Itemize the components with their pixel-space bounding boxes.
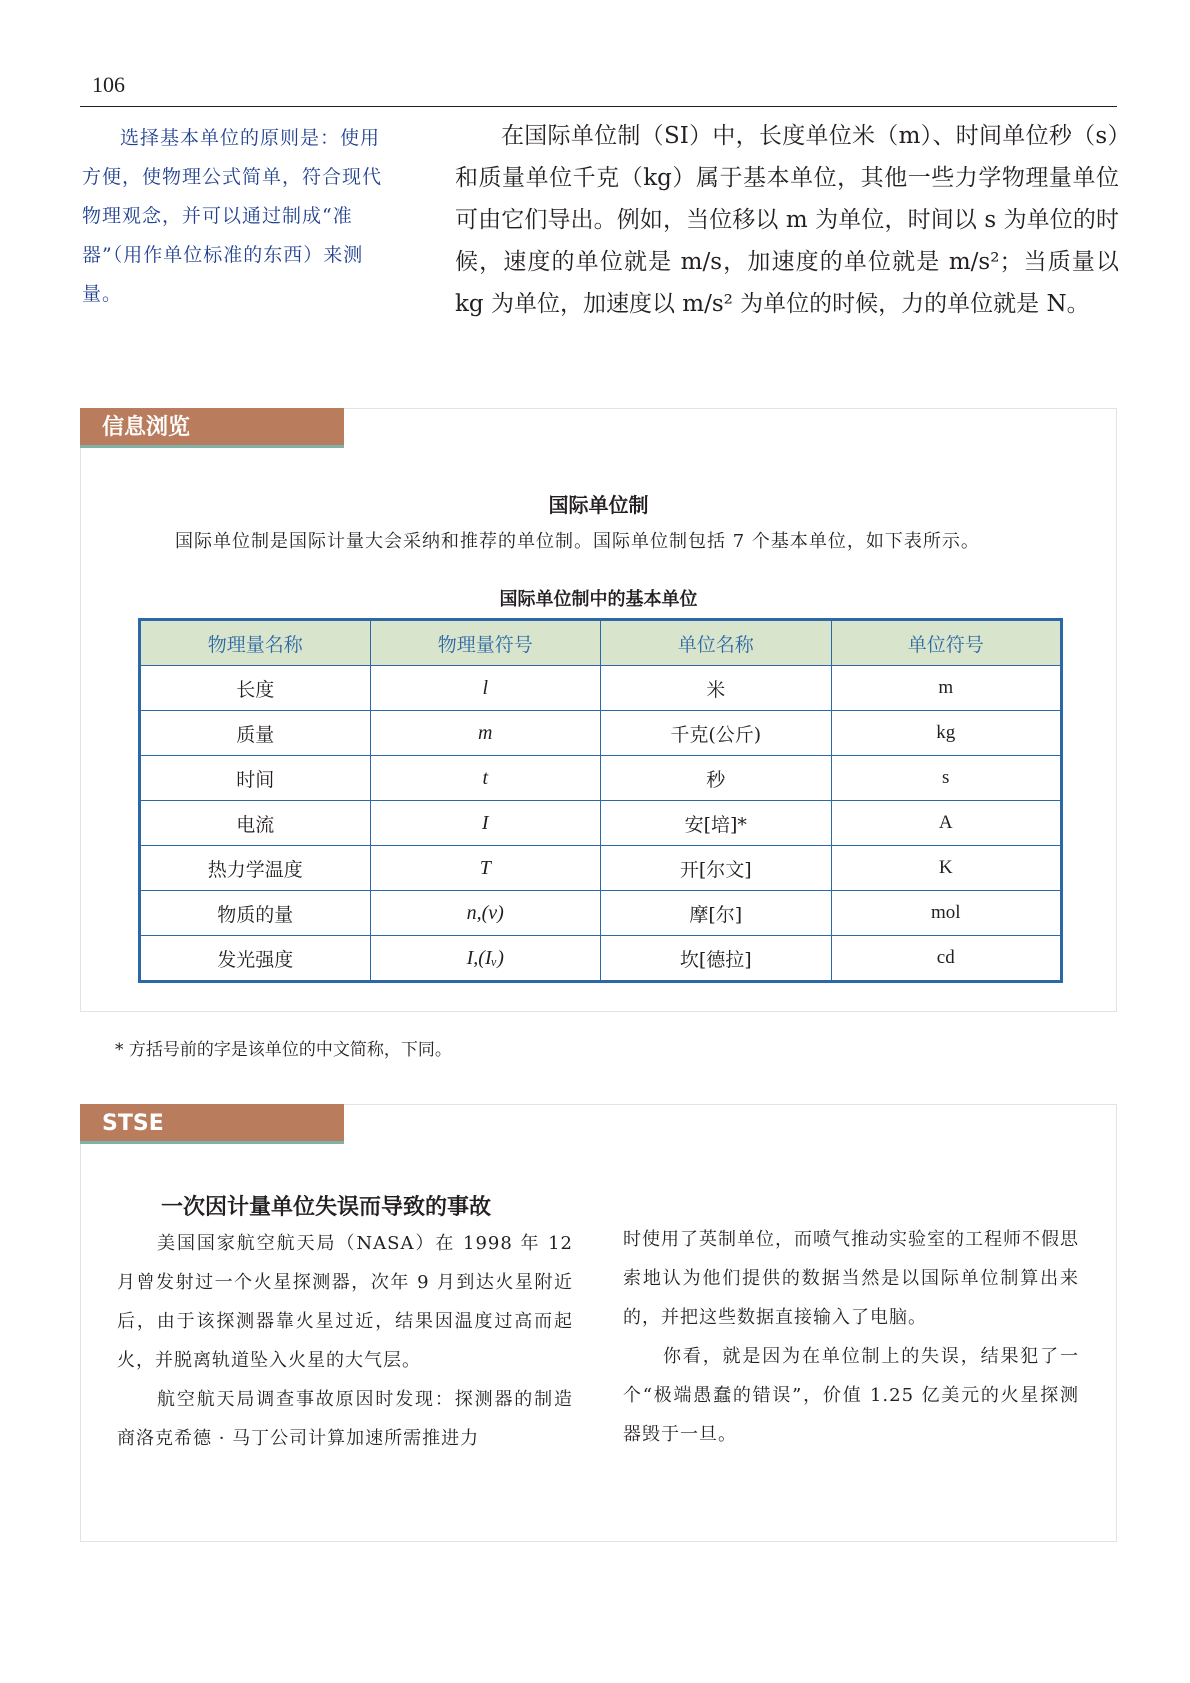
- table-row: [140, 801, 1062, 846]
- unit-symbol: m: [831, 666, 1062, 711]
- unit-symbol: kg: [831, 711, 1062, 756]
- unit-symbol: A: [831, 801, 1062, 846]
- quantity-name: 质量: [140, 711, 371, 756]
- quantity-symbol: l: [370, 666, 601, 711]
- table-row: [140, 666, 1062, 711]
- info-box: [80, 408, 1117, 1012]
- unit-symbol: mol: [831, 891, 1062, 936]
- quantity-symbol: I,(Iᵥ): [370, 936, 601, 982]
- unit-name: 米: [601, 666, 832, 711]
- header-quantity-symbol: 物理量符号: [370, 620, 601, 666]
- quantity-symbol: I: [370, 801, 601, 846]
- unit-name: 摩[尔]: [601, 891, 832, 936]
- quantity-name: 长度: [140, 666, 371, 711]
- table-row: [140, 891, 1062, 936]
- unit-name: 坎[德拉]: [601, 936, 832, 982]
- quantity-symbol: T: [370, 846, 601, 891]
- quantity-name: 物质的量: [140, 891, 371, 936]
- header-unit-symbol: 单位符号: [831, 620, 1062, 666]
- table-row: [140, 936, 1062, 982]
- info-box-intro: 国际单位制是国际计量大会采纳和推荐的单位制。国际单位制包括 7 个基本单位，如下表所示。: [175, 531, 980, 552]
- quantity-name: 热力学温度: [140, 846, 371, 891]
- unit-symbol: cd: [831, 936, 1062, 982]
- table-header-row: [140, 620, 1062, 666]
- header-rule: [80, 106, 1117, 107]
- header-quantity-name: 物理量名称: [140, 620, 371, 666]
- quantity-symbol: n,(ν): [370, 891, 601, 936]
- table-row: [140, 756, 1062, 801]
- stse-box-tab: STSE: [80, 1104, 344, 1144]
- quantity-symbol: m: [370, 711, 601, 756]
- quantity-name: 时间: [140, 756, 371, 801]
- unit-symbol: K: [831, 846, 1062, 891]
- stse-right-column: [623, 1220, 1079, 1454]
- quantity-symbol: t: [370, 756, 601, 801]
- stse-paragraph: 美国国家航空航天局（NASA）在 1998 年 12 月曾发射过一个火星探测器，次年 9 月到达火星附近后，由于该探测器靠火星过近，结果因温度过高而起火，并脱离轨道坠入火星的大气层。: [117, 1233, 573, 1371]
- stse-left-column: [117, 1224, 573, 1458]
- quantity-name: 发光强度: [140, 936, 371, 982]
- stse-paragraph: 时使用了英制单位，而喷气推动实验室的工程师不假思索地认为他们提供的数据当然是以国际单位制算出来的，并把这些数据直接输入了电脑。: [623, 1229, 1079, 1328]
- unit-name: 千克(公斤): [601, 711, 832, 756]
- sidenote: 选择基本单位的原则是：使用方便，使物理公式简单，符合现代物理观念，并可以通过制成“准器”（用作单位标准的东西）来测量。: [82, 127, 383, 305]
- info-box-tab: 信息浏览: [80, 408, 344, 448]
- stse-box: [80, 1104, 1117, 1542]
- info-box-title: 国际单位制: [548, 493, 649, 517]
- si-base-units-table: [138, 618, 1063, 983]
- unit-name: 开[尔文]: [601, 846, 832, 891]
- quantity-name: 电流: [140, 801, 371, 846]
- table-caption: 国际单位制中的基本单位: [499, 589, 698, 610]
- stse-paragraph: 航空航天局调查事故原因时发现：探测器的制造商洛克希德 · 马丁公司计算加速所需推进力: [117, 1389, 573, 1449]
- main-paragraph: 在国际单位制（SI）中，长度单位米（m）、时间单位秒（s）和质量单位千克（kg）属于基本单位，其他一些力学物理量单位可由它们导出。例如，当位移以 m 为单位，时间以 s 为单位的时候，速度的单位就是 m/s，加速度的单位就是 m/s²；当质量以 kg 为单位，加速度以 m/s² 为单位的时候，力的单位就是 N。: [455, 123, 1119, 317]
- table-footnote: * 方括号前的字是该单位的中文简称，下同。: [115, 1040, 452, 1060]
- table-row: [140, 846, 1062, 891]
- page-number: 106: [92, 72, 125, 97]
- unit-name: 安[培]*: [601, 801, 832, 846]
- unit-symbol: s: [831, 756, 1062, 801]
- header-unit-name: 单位名称: [601, 620, 832, 666]
- table-row: [140, 711, 1062, 756]
- stse-heading: 一次因计量单位失误而导致的事故: [161, 1195, 492, 1220]
- unit-name: 秒: [601, 756, 832, 801]
- stse-paragraph: 你看，就是因为在单位制上的失误，结果犯了一个“极端愚蠢的错误”，价值 1.25 亿美元的火星探测器毁于一旦。: [623, 1346, 1079, 1445]
